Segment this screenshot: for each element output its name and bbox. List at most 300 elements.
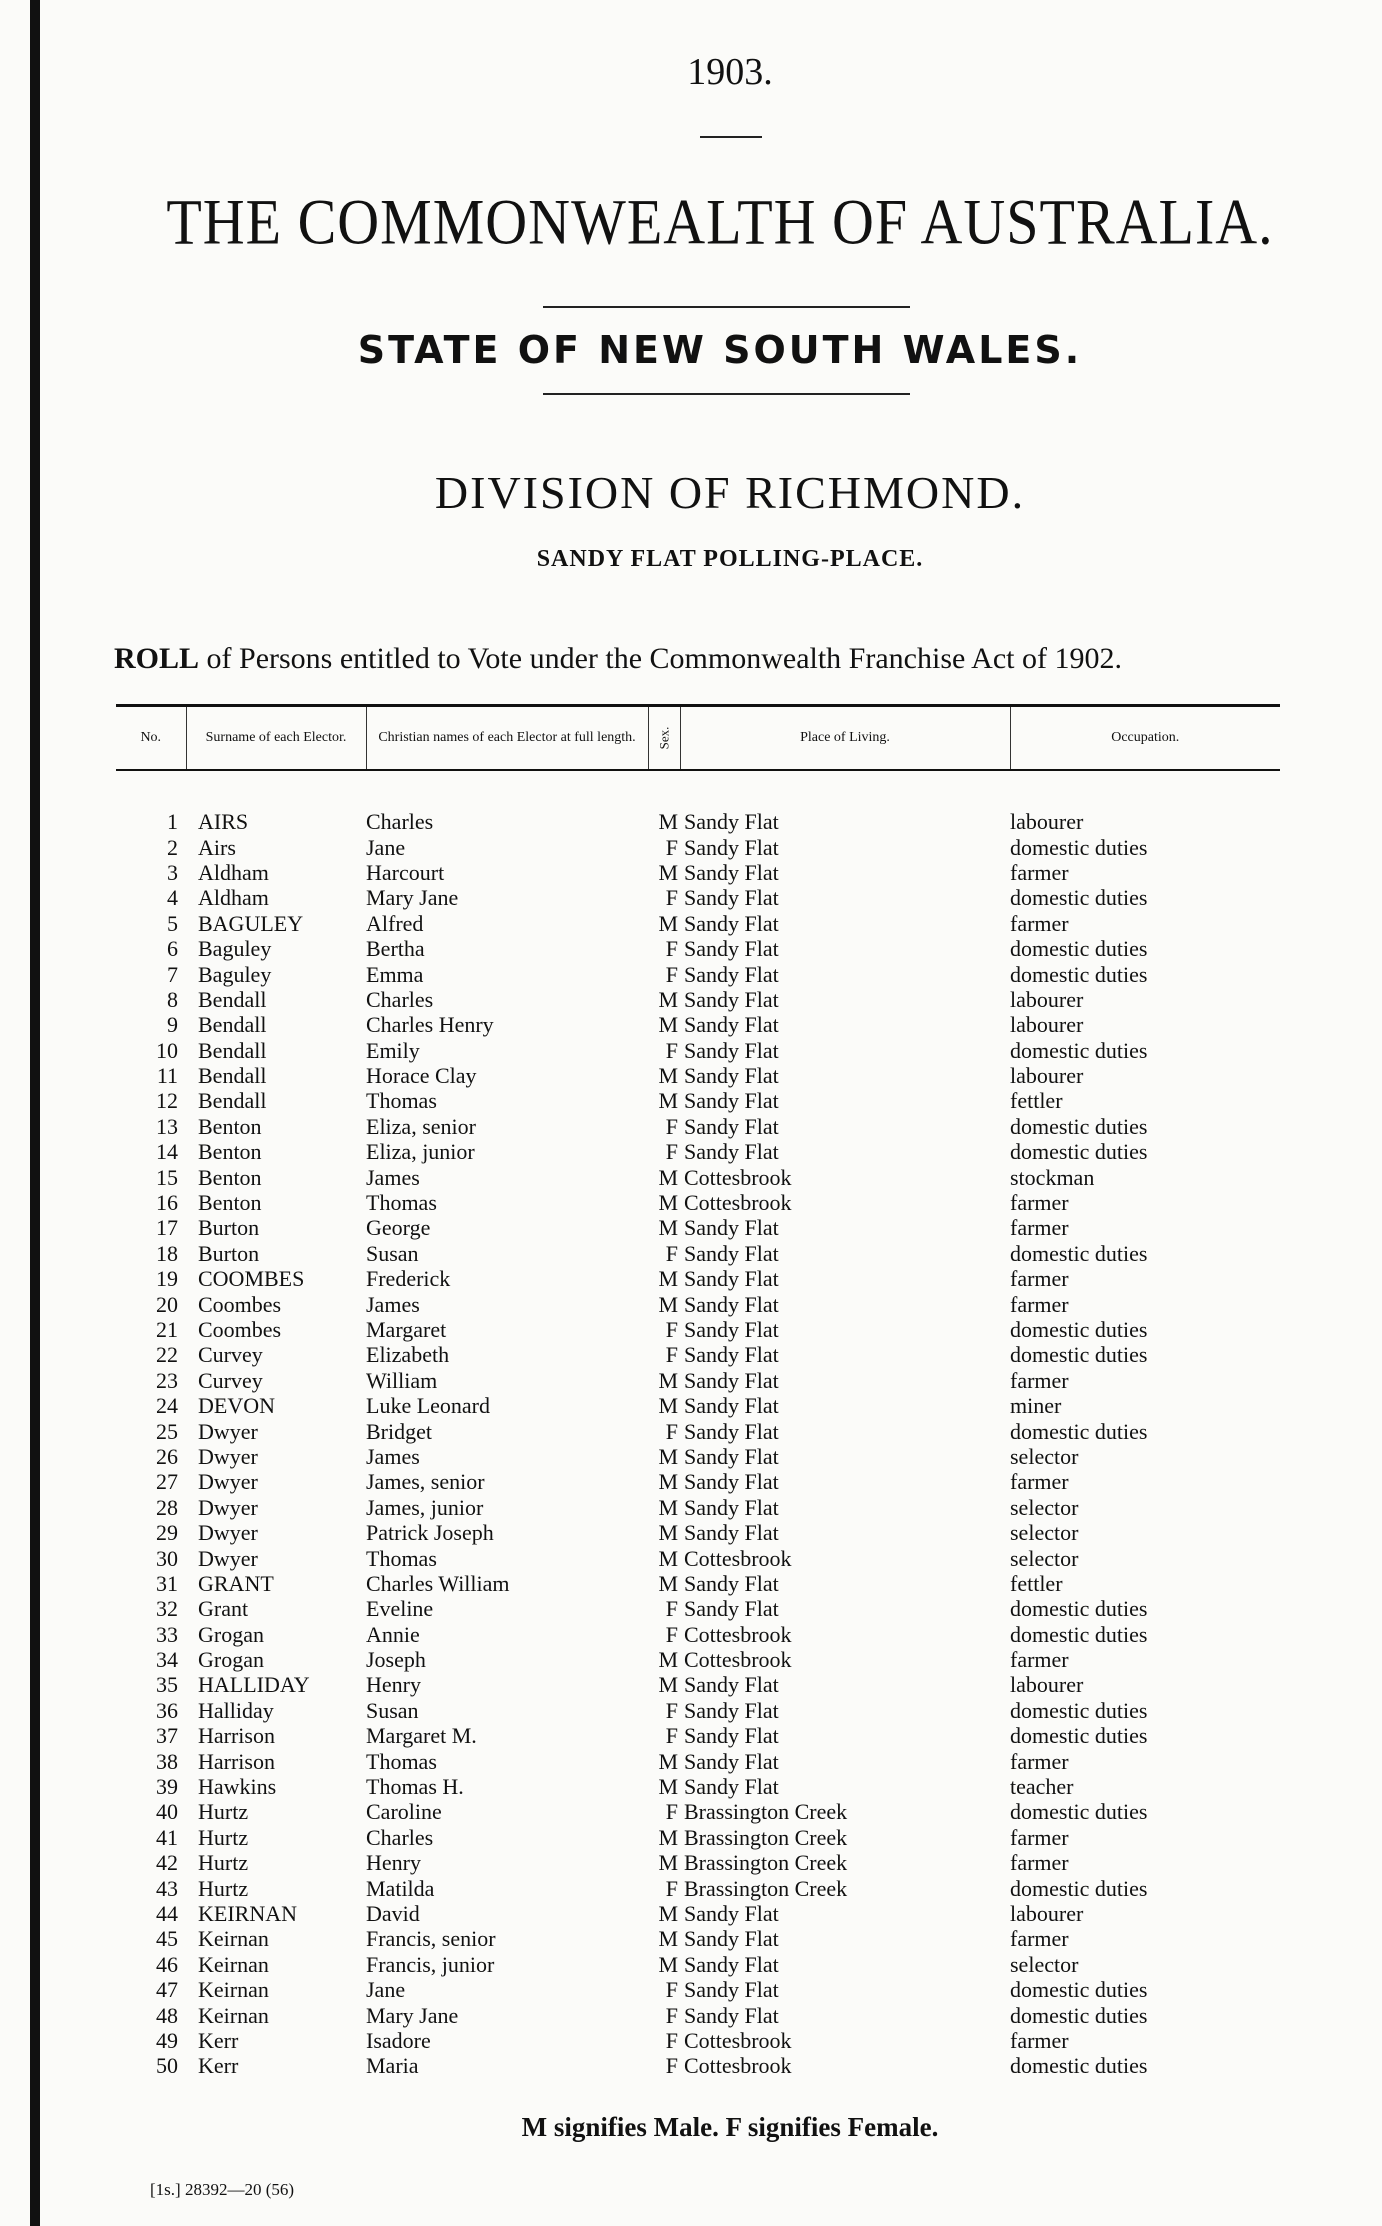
elector-occupation: domestic duties: [1010, 834, 1148, 860]
elector-sex: M: [658, 1672, 678, 1698]
elector-surname: Bendall: [198, 986, 267, 1012]
table-row: [116, 1926, 1280, 1951]
elector-christian-names: Thomas H.: [366, 1774, 464, 1800]
elector-sex: M: [658, 1063, 678, 1089]
elector-number: 15: [156, 1164, 178, 1190]
elector-place-of-living: Sandy Flat: [684, 1723, 779, 1749]
elector-number: 36: [156, 1697, 178, 1723]
elector-place-of-living: Sandy Flat: [684, 986, 779, 1012]
elector-surname: Airs: [198, 834, 236, 860]
elector-number: 21: [156, 1317, 178, 1342]
elector-surname: KEIRNAN: [198, 1900, 297, 1926]
elector-sex: M: [658, 1926, 678, 1952]
elector-sex: M: [658, 1570, 678, 1596]
table-row: [116, 2053, 1280, 2078]
elector-place-of-living: Brassington Creek: [684, 1875, 848, 1901]
elector-place-of-living: Sandy Flat: [684, 885, 779, 911]
elector-sex: F: [665, 1240, 678, 1266]
elector-occupation: farmer: [1010, 859, 1069, 885]
elector-surname: Aldham: [198, 859, 269, 885]
elector-place-of-living: Sandy Flat: [684, 1291, 779, 1317]
elector-christian-names: Joseph: [366, 1647, 426, 1673]
table-row: [116, 1672, 1280, 1697]
table-row: [116, 1342, 1280, 1367]
elector-christian-names: Henry: [366, 1850, 421, 1876]
elector-christian-names: Eveline: [366, 1596, 434, 1622]
elector-number: 27: [156, 1469, 178, 1495]
elector-christian-names: Annie: [366, 1621, 420, 1647]
elector-place-of-living: Sandy Flat: [684, 1063, 779, 1089]
elector-number: 19: [156, 1266, 178, 1292]
elector-number: 43: [156, 1875, 178, 1901]
elector-surname: Kerr: [198, 2053, 239, 2079]
elector-christian-names: Maria: [366, 2053, 419, 2079]
elector-christian-names: Thomas: [366, 1190, 437, 1216]
table-row: [116, 1495, 1280, 1520]
elector-occupation: domestic duties: [1010, 2002, 1148, 2028]
elector-surname: Burton: [198, 1215, 260, 1241]
elector-occupation: domestic duties: [1010, 1113, 1148, 1139]
table-row: [116, 1952, 1280, 1977]
elector-place-of-living: Cottesbrook: [684, 2027, 792, 2053]
elector-occupation: domestic duties: [1010, 1418, 1148, 1444]
elector-occupation: selector: [1010, 1520, 1079, 1546]
elector-occupation: farmer: [1010, 1469, 1069, 1495]
elector-occupation: domestic duties: [1010, 1697, 1148, 1723]
elector-surname: Dwyer: [198, 1469, 258, 1495]
elector-occupation: miner: [1010, 1393, 1062, 1419]
elector-surname: Grogan: [198, 1621, 264, 1647]
elector-christian-names: Bridget: [366, 1418, 432, 1444]
elector-place-of-living: Sandy Flat: [684, 1494, 779, 1520]
sex-legend: M signifies Male. F signifies Female.: [521, 2112, 939, 2142]
electoral-roll-table: [116, 704, 1280, 2079]
elector-surname: Bendall: [198, 1063, 267, 1089]
elector-christian-names: James: [366, 1164, 420, 1190]
table-row: [116, 1241, 1280, 1266]
elector-sex: F: [665, 961, 678, 987]
elector-occupation: farmer: [1010, 1926, 1069, 1952]
table-row: [116, 1977, 1280, 2002]
elector-number: 37: [156, 1723, 178, 1749]
elector-occupation: farmer: [1010, 1748, 1069, 1774]
table-row: [116, 1875, 1280, 1900]
elector-christian-names: Margaret M.: [366, 1723, 477, 1749]
elector-christian-names: James: [366, 1443, 420, 1469]
elector-sex: F: [665, 834, 678, 860]
elector-christian-names: James, junior: [366, 1494, 484, 1520]
elector-occupation: farmer: [1010, 1190, 1069, 1216]
elector-christian-names: Susan: [366, 1240, 419, 1266]
elector-surname: Coombes: [198, 1291, 282, 1317]
elector-place-of-living: Sandy Flat: [684, 834, 779, 860]
elector-place-of-living: Sandy Flat: [684, 1367, 779, 1393]
elector-surname: GRANT: [198, 1570, 274, 1596]
elector-occupation: farmer: [1010, 910, 1069, 936]
elector-place-of-living: Sandy Flat: [684, 961, 779, 987]
elector-place-of-living: Sandy Flat: [684, 1215, 779, 1241]
elector-place-of-living: Sandy Flat: [684, 1342, 779, 1368]
roll-heading-text: of Persons entitled to Vote under the Commonwealth Franchise Act of 1902.: [206, 642, 1122, 675]
elector-occupation: labourer: [1010, 1063, 1084, 1089]
elector-surname: Hurtz: [198, 1799, 249, 1825]
elector-christian-names: George: [366, 1215, 431, 1241]
elector-number: 5: [167, 910, 178, 936]
elector-surname: Curvey: [198, 1342, 263, 1368]
elector-surname: Dwyer: [198, 1443, 258, 1469]
elector-sex: M: [658, 1012, 678, 1038]
elector-sex: F: [665, 1139, 678, 1165]
elector-sex: M: [658, 1748, 678, 1774]
table-row: [116, 1164, 1280, 1189]
elector-occupation: fettler: [1010, 1088, 1063, 1114]
elector-occupation: farmer: [1010, 1824, 1069, 1850]
table-row: [116, 2002, 1280, 2027]
elector-surname: Baguley: [198, 961, 272, 987]
elector-number: 1: [167, 809, 178, 835]
elector-place-of-living: Cottesbrook: [684, 2053, 792, 2079]
elector-number: 33: [156, 1621, 178, 1647]
elector-number: 41: [156, 1824, 178, 1850]
elector-place-of-living: Cottesbrook: [684, 1621, 792, 1647]
elector-place-of-living: Sandy Flat: [684, 1393, 779, 1419]
table-row: [116, 1215, 1280, 1240]
column-header-sex-text: Sex.: [656, 726, 671, 749]
elector-number: 10: [156, 1037, 178, 1063]
elector-sex: M: [658, 1291, 678, 1317]
elector-number: 44: [156, 1900, 178, 1926]
elector-number: 35: [156, 1672, 178, 1698]
elector-occupation: labourer: [1010, 986, 1084, 1012]
table-row: [116, 1647, 1280, 1672]
elector-sex: M: [658, 1494, 678, 1520]
elector-christian-names: Patrick Joseph: [366, 1520, 494, 1546]
table-row: [116, 911, 1280, 936]
elector-occupation: farmer: [1010, 1215, 1069, 1241]
elector-sex: M: [658, 1520, 678, 1546]
table-row: [116, 1139, 1280, 1164]
elector-christian-names: Charles: [366, 809, 434, 835]
elector-number: 29: [156, 1520, 178, 1546]
elector-sex: F: [665, 2053, 678, 2079]
elector-surname: BAGULEY: [198, 910, 304, 936]
elector-number: 28: [156, 1494, 178, 1520]
elector-surname: Bendall: [198, 1037, 267, 1063]
elector-christian-names: Charles William: [366, 1570, 510, 1596]
elector-number: 26: [156, 1443, 178, 1469]
elector-number: 12: [156, 1088, 178, 1114]
elector-place-of-living: Sandy Flat: [684, 1088, 779, 1114]
elector-occupation: domestic duties: [1010, 1037, 1148, 1063]
table-row: [116, 1596, 1280, 1621]
elector-number: 48: [156, 2002, 178, 2028]
elector-christian-names: Horace Clay: [366, 1063, 477, 1089]
elector-place-of-living: Sandy Flat: [684, 1240, 779, 1266]
column-header-sex: [648, 706, 680, 771]
elector-number: 31: [156, 1570, 178, 1596]
elector-surname: Dwyer: [198, 1494, 258, 1520]
elector-christian-names: Luke Leonard: [366, 1393, 490, 1419]
elector-surname: Coombes: [198, 1317, 282, 1342]
elector-christian-names: Henry: [366, 1672, 421, 1698]
elector-place-of-living: Sandy Flat: [684, 1037, 779, 1063]
elector-occupation: domestic duties: [1010, 1621, 1148, 1647]
elector-sex: F: [665, 885, 678, 911]
elector-sex: M: [658, 1774, 678, 1800]
elector-place-of-living: Sandy Flat: [684, 1748, 779, 1774]
state-bottom-rule: [543, 393, 910, 395]
elector-christian-names: Thomas: [366, 1545, 437, 1571]
table-row: [116, 1038, 1280, 1063]
table-row: [116, 1850, 1280, 1875]
elector-christian-names: Charles Henry: [366, 1012, 494, 1038]
year-underline: [700, 136, 762, 138]
elector-place-of-living: Sandy Flat: [684, 1317, 779, 1342]
elector-sex: M: [658, 910, 678, 936]
elector-number: 40: [156, 1799, 178, 1825]
elector-sex: F: [665, 936, 678, 962]
column-header-christian-names: Christian names of each Elector at full length.: [366, 706, 648, 771]
elector-surname: HALLIDAY: [198, 1672, 310, 1698]
elector-surname: Grogan: [198, 1647, 264, 1673]
table-row: [116, 1063, 1280, 1088]
table-header-row: [116, 706, 1280, 771]
elector-number: 17: [156, 1215, 178, 1241]
elector-number: 45: [156, 1926, 178, 1952]
table-row: [116, 1901, 1280, 1926]
elector-number: 32: [156, 1596, 178, 1622]
elector-place-of-living: Sandy Flat: [684, 1443, 779, 1469]
table-row: [116, 1469, 1280, 1494]
elector-surname: Benton: [198, 1113, 262, 1139]
table-row: [116, 1825, 1280, 1850]
elector-sex: F: [665, 1342, 678, 1368]
column-header-surname: Surname of each Elector.: [186, 706, 366, 771]
elector-christian-names: James, senior: [366, 1469, 485, 1495]
elector-number: 47: [156, 1977, 178, 2003]
elector-place-of-living: Sandy Flat: [684, 1520, 779, 1546]
elector-christian-names: Susan: [366, 1697, 419, 1723]
elector-sex: M: [658, 1088, 678, 1114]
elector-number: 30: [156, 1545, 178, 1571]
elector-number: 23: [156, 1367, 178, 1393]
elector-surname: Bendall: [198, 1088, 267, 1114]
roll-heading-bold: ROLL: [114, 642, 200, 675]
elector-place-of-living: Cottesbrook: [684, 1545, 792, 1571]
table-row: [116, 809, 1280, 834]
elector-christian-names: Isadore: [366, 2027, 431, 2053]
elector-sex: M: [658, 1647, 678, 1673]
elector-occupation: domestic duties: [1010, 1139, 1148, 1165]
elector-sex: F: [665, 1037, 678, 1063]
elector-sex: M: [658, 1900, 678, 1926]
elector-number: 24: [156, 1393, 178, 1419]
elector-surname: Hurtz: [198, 1875, 249, 1901]
elector-sex: M: [658, 1824, 678, 1850]
table-row: [116, 1545, 1280, 1570]
table-row: [116, 1317, 1280, 1342]
elector-surname: Benton: [198, 1190, 262, 1216]
roll-heading: [114, 642, 1122, 676]
elector-christian-names: Caroline: [366, 1799, 442, 1825]
table-row: [116, 987, 1280, 1012]
table-row: [116, 1012, 1280, 1037]
elector-sex: F: [665, 1621, 678, 1647]
elector-christian-names: Mary Jane: [366, 885, 459, 911]
table-row: [116, 885, 1280, 910]
elector-place-of-living: Sandy Flat: [684, 1977, 779, 2003]
elector-number: 25: [156, 1418, 178, 1444]
elector-occupation: farmer: [1010, 2027, 1069, 2053]
elector-christian-names: William: [366, 1367, 438, 1393]
elector-surname: Dwyer: [198, 1545, 258, 1571]
elector-surname: DEVON: [198, 1393, 275, 1419]
elector-surname: Hurtz: [198, 1850, 249, 1876]
elector-occupation: domestic duties: [1010, 961, 1148, 987]
elector-number: 7: [167, 961, 178, 987]
elector-sex: M: [658, 1850, 678, 1876]
elector-occupation: labourer: [1010, 1672, 1084, 1698]
table-body: [116, 770, 1280, 2079]
elector-occupation: domestic duties: [1010, 936, 1148, 962]
elector-surname: Hawkins: [198, 1774, 277, 1800]
elector-occupation: domestic duties: [1010, 1317, 1148, 1342]
elector-sex: F: [665, 2027, 678, 2053]
table-row: [116, 1418, 1280, 1443]
elector-occupation: labourer: [1010, 1900, 1084, 1926]
elector-surname: Hurtz: [198, 1824, 249, 1850]
state-heading: STATE OF NEW SOUTH WALES.: [357, 328, 1083, 372]
elector-number: 2: [167, 834, 178, 860]
state-top-rule: [543, 306, 910, 308]
elector-number: 3: [167, 859, 178, 885]
elector-christian-names: Charles: [366, 986, 434, 1012]
polling-place-heading: SANDY FLAT POLLING-PLACE.: [536, 546, 924, 572]
elector-surname: Benton: [198, 1139, 262, 1165]
elector-occupation: domestic duties: [1010, 1342, 1148, 1368]
elector-place-of-living: Sandy Flat: [684, 1266, 779, 1292]
document-title: THE COMMONWEALTH OF AUSTRALIA.: [166, 185, 1274, 258]
elector-christian-names: Emily: [366, 1037, 420, 1063]
elector-place-of-living: Sandy Flat: [684, 1672, 779, 1698]
table-row: [116, 860, 1280, 885]
elector-occupation: domestic duties: [1010, 2053, 1148, 2079]
elector-occupation: farmer: [1010, 1850, 1069, 1876]
elector-christian-names: Eliza, junior: [366, 1139, 475, 1165]
elector-occupation: labourer: [1010, 809, 1084, 835]
elector-sex: M: [658, 1190, 678, 1216]
printer-code: [1s.] 28392—20 (56): [150, 2180, 295, 2199]
elector-sex: M: [658, 1266, 678, 1292]
elector-christian-names: Francis, senior: [366, 1926, 496, 1952]
table-row: [116, 1190, 1280, 1215]
elector-number: 39: [156, 1774, 178, 1800]
elector-christian-names: Matilda: [366, 1875, 435, 1901]
elector-number: 38: [156, 1748, 178, 1774]
elector-surname: Halliday: [198, 1697, 274, 1723]
elector-occupation: fettler: [1010, 1570, 1063, 1596]
elector-sex: F: [665, 2002, 678, 2028]
elector-christian-names: Jane: [366, 1977, 406, 2003]
elector-occupation: farmer: [1010, 1266, 1069, 1292]
table-row: [116, 1774, 1280, 1799]
table-row: [116, 1571, 1280, 1596]
elector-sex: M: [658, 1545, 678, 1571]
elector-surname: Harrison: [198, 1748, 275, 1774]
elector-occupation: teacher: [1010, 1774, 1074, 1800]
elector-christian-names: Alfred: [366, 910, 424, 936]
elector-number: 9: [167, 1012, 178, 1038]
elector-place-of-living: Cottesbrook: [684, 1190, 792, 1216]
elector-sex: M: [658, 1215, 678, 1241]
elector-surname: Curvey: [198, 1367, 263, 1393]
table-row: [116, 1266, 1280, 1291]
elector-number: 16: [156, 1190, 178, 1216]
elector-place-of-living: Sandy Flat: [684, 1596, 779, 1622]
elector-sex: F: [665, 1875, 678, 1901]
table-row: [116, 1698, 1280, 1723]
elector-surname: Keirnan: [198, 1977, 269, 2003]
elector-number: 13: [156, 1113, 178, 1139]
elector-surname: Baguley: [198, 936, 272, 962]
elector-number: 4: [167, 885, 178, 911]
table-row: [116, 1088, 1280, 1113]
elector-christian-names: Margaret: [366, 1317, 447, 1342]
column-header-place: Place of Living.: [680, 706, 1010, 771]
table-row: [116, 1723, 1280, 1748]
table-row: [116, 1799, 1280, 1824]
elector-place-of-living: Sandy Flat: [684, 1570, 779, 1596]
elector-sex: F: [665, 1418, 678, 1444]
elector-occupation: domestic duties: [1010, 885, 1148, 911]
elector-christian-names: Charles: [366, 1824, 434, 1850]
elector-surname: Burton: [198, 1240, 260, 1266]
elector-place-of-living: Brassington Creek: [684, 1850, 848, 1876]
elector-place-of-living: Sandy Flat: [684, 1951, 779, 1977]
table-row: [116, 1622, 1280, 1647]
elector-sex: M: [658, 1443, 678, 1469]
elector-occupation: domestic duties: [1010, 1977, 1148, 2003]
elector-number: 42: [156, 1850, 178, 1876]
elector-surname: AIRS: [198, 809, 249, 835]
elector-occupation: domestic duties: [1010, 1240, 1148, 1266]
elector-occupation: stockman: [1010, 1164, 1095, 1190]
table-row: [116, 2028, 1280, 2053]
table-row: [116, 1393, 1280, 1418]
elector-surname: Dwyer: [198, 1418, 258, 1444]
elector-number: 11: [156, 1063, 178, 1089]
elector-sex: M: [658, 1393, 678, 1419]
column-header-no: No.: [116, 706, 186, 771]
elector-number: 22: [156, 1342, 178, 1368]
elector-christian-names: Emma: [366, 961, 424, 987]
elector-place-of-living: Cottesbrook: [684, 1164, 792, 1190]
elector-occupation: domestic duties: [1010, 1799, 1148, 1825]
elector-number: 14: [156, 1139, 178, 1165]
elector-occupation: farmer: [1010, 1647, 1069, 1673]
elector-sex: F: [665, 1697, 678, 1723]
elector-number: 20: [156, 1291, 178, 1317]
elector-christian-names: Mary Jane: [366, 2002, 459, 2028]
elector-place-of-living: Sandy Flat: [684, 1469, 779, 1495]
elector-occupation: farmer: [1010, 1291, 1069, 1317]
elector-place-of-living: Sandy Flat: [684, 1926, 779, 1952]
spacer-cell: [116, 770, 1280, 809]
table-spacer-row: [116, 770, 1280, 809]
elector-number: 34: [156, 1647, 178, 1673]
table-row: [116, 936, 1280, 961]
elector-occupation: domestic duties: [1010, 1723, 1148, 1749]
